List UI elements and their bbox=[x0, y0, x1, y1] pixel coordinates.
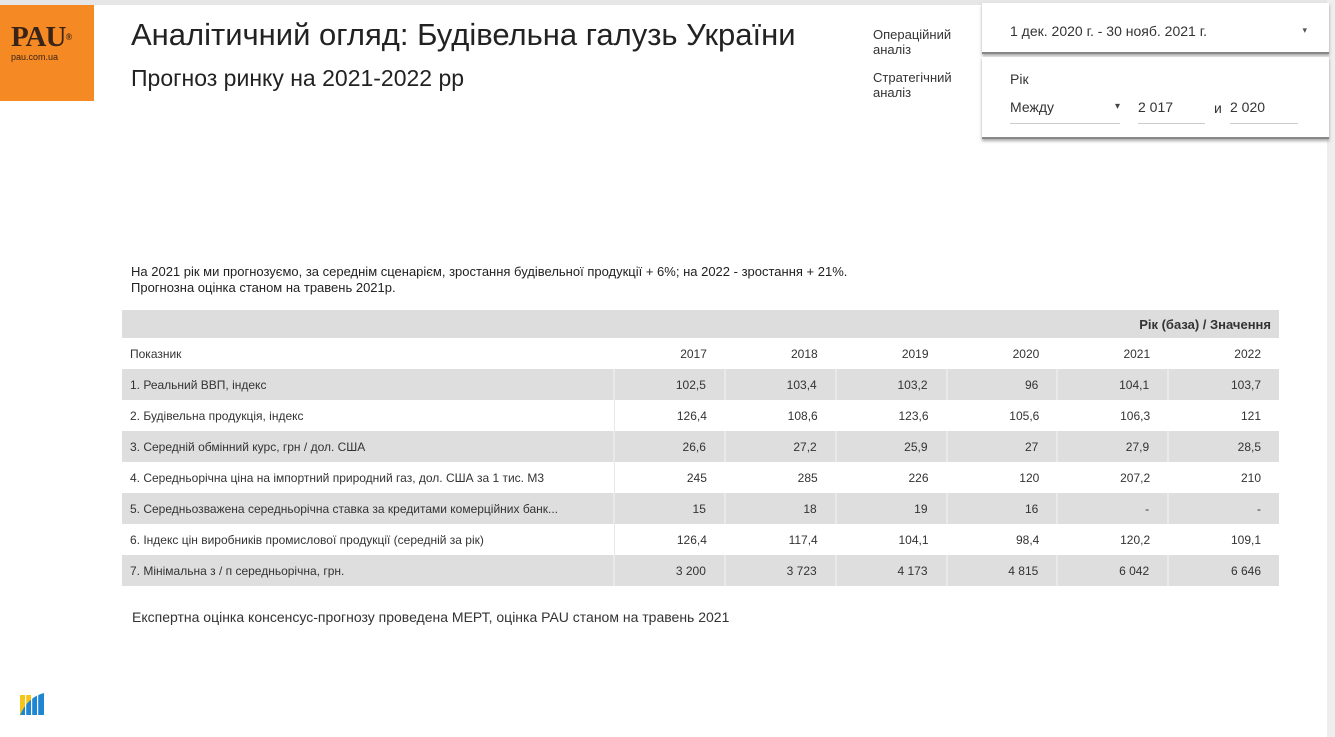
logo-url: pau.com.ua bbox=[11, 52, 59, 62]
year-to-input[interactable]: 2 020 bbox=[1230, 99, 1298, 124]
cell-value: 6 042 bbox=[1057, 555, 1168, 586]
intro-line-2: Прогнозна оцінка станом на травень 2021р. bbox=[131, 280, 396, 295]
bar-chart-logo-icon bbox=[20, 693, 44, 715]
table-header-row bbox=[122, 338, 1279, 369]
table-band-header bbox=[122, 310, 1279, 338]
table-row bbox=[122, 524, 1279, 555]
cell-value: 226 bbox=[908, 470, 929, 485]
cell-value: - bbox=[1168, 493, 1279, 524]
cell-value: 120 bbox=[1019, 470, 1040, 485]
and-label: и bbox=[1214, 100, 1222, 116]
cell-value: 27,9 bbox=[1057, 431, 1168, 462]
band-label: Рік (база) / Значення bbox=[1139, 317, 1271, 332]
table-row bbox=[122, 555, 1279, 586]
row-indicator-name: 2. Будівельна продукція, індекс bbox=[122, 400, 614, 431]
column-header-year[interactable]: 2017 bbox=[680, 346, 707, 361]
cell-value: 207,2 bbox=[1120, 470, 1151, 485]
cell-value: 3 200 bbox=[614, 555, 725, 586]
cell-value: 103,2 bbox=[836, 369, 947, 400]
cell-value: 4 815 bbox=[947, 555, 1058, 586]
cell-value: 102,5 bbox=[614, 369, 725, 400]
column-header-year[interactable]: 2022 bbox=[1234, 346, 1261, 361]
cell-value: 117,4 bbox=[788, 532, 818, 547]
cell-value: 19 bbox=[836, 493, 947, 524]
page-subtitle: Прогноз ринку на 2021-2022 рр bbox=[131, 65, 465, 91]
logo-wordmark: PAU® bbox=[11, 21, 72, 53]
source-footnote: Експертна оцінка консенсус-прогнозу проведена МЕРТ, оцінка PAU станом на травень 2021 bbox=[132, 609, 730, 625]
forecast-table bbox=[122, 310, 1279, 586]
row-indicator-name: 7. Мінімальна з / п середньорічна, грн. bbox=[122, 555, 614, 586]
intro-text bbox=[131, 264, 847, 296]
cell-value: 6 646 bbox=[1168, 555, 1279, 586]
forecast-data-table bbox=[122, 338, 1279, 586]
cell-value: 103,7 bbox=[1168, 369, 1279, 400]
nav-strategic-analysis[interactable]: Стратегічний аналіз bbox=[873, 70, 952, 100]
cell-value: 105,6 bbox=[1009, 408, 1040, 423]
chevron-down-icon[interactable]: ▾ bbox=[1302, 25, 1307, 35]
cell-value: 26,6 bbox=[614, 431, 725, 462]
table-row bbox=[122, 369, 1279, 400]
row-indicator-name: 4. Середньорічна ціна на імпортний природний газ, дол. США за 1 тис. М3 bbox=[122, 462, 614, 493]
cell-value: 18 bbox=[725, 493, 836, 524]
cell-value: 4 173 bbox=[836, 555, 947, 586]
cell-value: 15 bbox=[614, 493, 725, 524]
table-row bbox=[122, 431, 1279, 462]
registered-mark: ® bbox=[65, 32, 72, 42]
nav-operational-analysis[interactable]: Операційний аналіз bbox=[873, 27, 952, 57]
cell-value: 96 bbox=[947, 369, 1058, 400]
date-range-value: 1 дек. 2020 г. - 30 нояб. 2021 г. bbox=[1010, 23, 1207, 39]
pau-logo[interactable] bbox=[0, 5, 94, 101]
intro-line-1: На 2021 рік ми прогнозуємо, за середнім сценарієм, зростання будівельної продукції + 6%; на 2022 - зростання + 21%. bbox=[131, 264, 848, 279]
table-row bbox=[122, 462, 1279, 493]
row-indicator-name: 6. Індекс цін виробників промислової продукції (середній за рік) bbox=[122, 524, 614, 555]
column-header-indicator[interactable]: Показник bbox=[130, 346, 182, 361]
table-row bbox=[122, 400, 1279, 431]
year-filter bbox=[982, 57, 1329, 139]
table-row bbox=[122, 493, 1279, 524]
cell-value: 126,4 bbox=[676, 408, 707, 423]
cell-value: 108,6 bbox=[787, 408, 818, 423]
column-header-year[interactable]: 2020 bbox=[1012, 346, 1040, 361]
year-operator-select[interactable] bbox=[1010, 99, 1120, 124]
row-indicator-name: 3. Середній обмінний курс, грн / дол. США bbox=[122, 431, 614, 462]
cell-value: 27,2 bbox=[725, 431, 836, 462]
column-header-year[interactable]: 2021 bbox=[1123, 346, 1151, 361]
cell-value: 121 bbox=[1240, 408, 1261, 423]
cell-value: 104,1 bbox=[1057, 369, 1168, 400]
column-header-year[interactable]: 2019 bbox=[901, 346, 929, 361]
date-range-picker[interactable] bbox=[982, 3, 1329, 54]
row-indicator-name: 5. Середньозважена середньорічна ставка за кредитами комерційних банк... bbox=[122, 493, 614, 524]
cell-value: - bbox=[1057, 493, 1168, 524]
cell-value: 210 bbox=[1240, 470, 1261, 485]
cell-value: 16 bbox=[947, 493, 1058, 524]
cell-value: 103,4 bbox=[725, 369, 836, 400]
cell-value: 285 bbox=[797, 470, 818, 485]
cell-value: 28,5 bbox=[1168, 431, 1279, 462]
cell-value: 126,4 bbox=[676, 532, 707, 547]
cell-value: 27 bbox=[947, 431, 1058, 462]
cell-value: 25,9 bbox=[836, 431, 947, 462]
column-header-year[interactable]: 2018 bbox=[791, 346, 818, 361]
cell-value: 120,2 bbox=[1120, 532, 1151, 547]
year-operator-value: Между bbox=[1010, 99, 1054, 115]
year-filter-label: Рік bbox=[1010, 71, 1029, 87]
cell-value: 98,4 bbox=[1015, 532, 1040, 547]
page-title: Аналітичний огляд: Будівельна галузь України bbox=[131, 17, 796, 52]
cell-value: 104,1 bbox=[898, 532, 929, 547]
cell-value: 3 723 bbox=[725, 555, 836, 586]
cell-value: 123,6 bbox=[898, 408, 929, 423]
row-indicator-name: 1. Реальний ВВП, індекс bbox=[122, 369, 614, 400]
cell-value: 109,1 bbox=[1230, 532, 1261, 547]
year-from-input[interactable]: 2 017 bbox=[1138, 99, 1205, 124]
cell-value: 106,3 bbox=[1120, 408, 1151, 423]
cell-value: 245 bbox=[686, 470, 707, 485]
chevron-down-icon: ▾ bbox=[1114, 101, 1120, 112]
